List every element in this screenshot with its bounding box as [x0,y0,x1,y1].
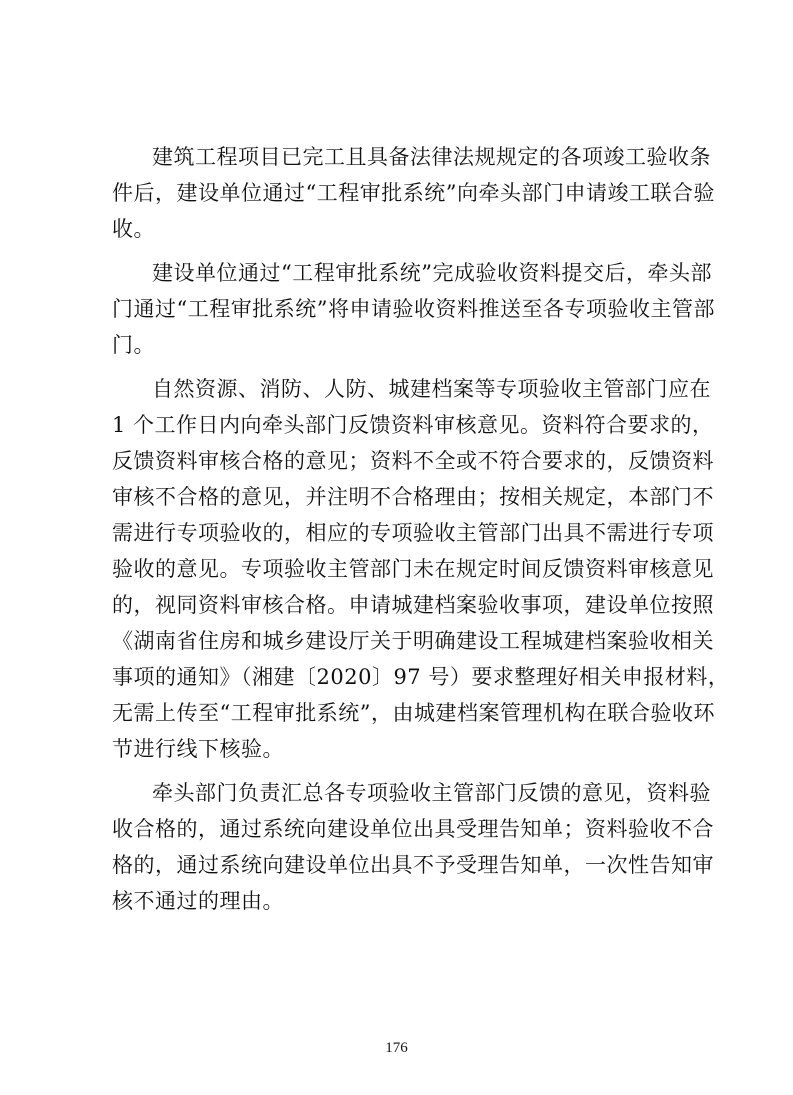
paragraph-line: 件后，建设单位通过“工程审批系统”向牵头部门申请竣工联合验 [112,181,715,205]
paragraph-line: 审核不合格的意见，并注明不合格理由；按相关规定，本部门不 [112,485,714,509]
paragraph-2 [112,258,715,360]
paragraph-line: 反馈资料审核合格的意见；资料不全或不符合要求的，反馈资料 [112,449,714,473]
paragraph-line: 核不通过的理由。 [112,889,284,913]
paragraph-line: 1 个工作日内向牵头部门反馈资料审核意见。资料符合要求的， [112,413,714,437]
paragraph-1 [112,142,715,244]
paragraph-line: 验收的意见。专项验收主管部门未在规定时间反馈资料审核意见 [112,557,714,581]
paragraph-line: 格的，通过系统向建设单位出具不予受理告知单，一次性告知审 [112,853,714,877]
paragraph-line: 事项的通知》（湘建〔2020〕97 号）要求整理好相关申报材料， [112,665,730,689]
paragraph-line: 收合格的，通过系统向建设单位出具受理告知单；资料验收不合 [112,817,714,841]
paragraph-4 [112,778,714,916]
paragraph-line: 的，视同资料审核合格。申请城建档案验收事项，建设单位按照 [112,593,714,617]
paragraph-line: 需进行专项验收的，相应的专项验收主管部门出具不需进行专项 [112,521,714,545]
page-number: 176 [385,1040,408,1056]
paragraph-line: 收。 [112,217,155,241]
paragraph-line: 《湖南省住房和城乡建设厅关于明确建设工程城建档案验收相关 [112,629,714,653]
paragraph-line: 建设单位通过“工程审批系统”完成验收资料提交后，牵头部 [152,261,712,285]
paragraph-line: 无需上传至“工程审批系统”，由城建档案管理机构在联合验收环 [112,701,715,725]
paragraph-line: 建筑工程项目已完工且具备法律法规规定的各项竣工验收条 [152,145,711,169]
paragraph-line: 门。 [112,333,155,357]
paragraph-line: 节进行线下核验。 [112,737,284,761]
paragraph-line: 门通过“工程审批系统”将申请验收资料推送至各专项验收主管部 [112,297,715,321]
paragraph-line: 牵头部门负责汇总各专项验收主管部门反馈的意见，资料验 [152,781,711,805]
page-body [112,142,730,922]
paragraph-3 [112,374,730,764]
paragraph-line: 自然资源、消防、人防、城建档案等专项验收主管部门应在 [152,377,711,401]
